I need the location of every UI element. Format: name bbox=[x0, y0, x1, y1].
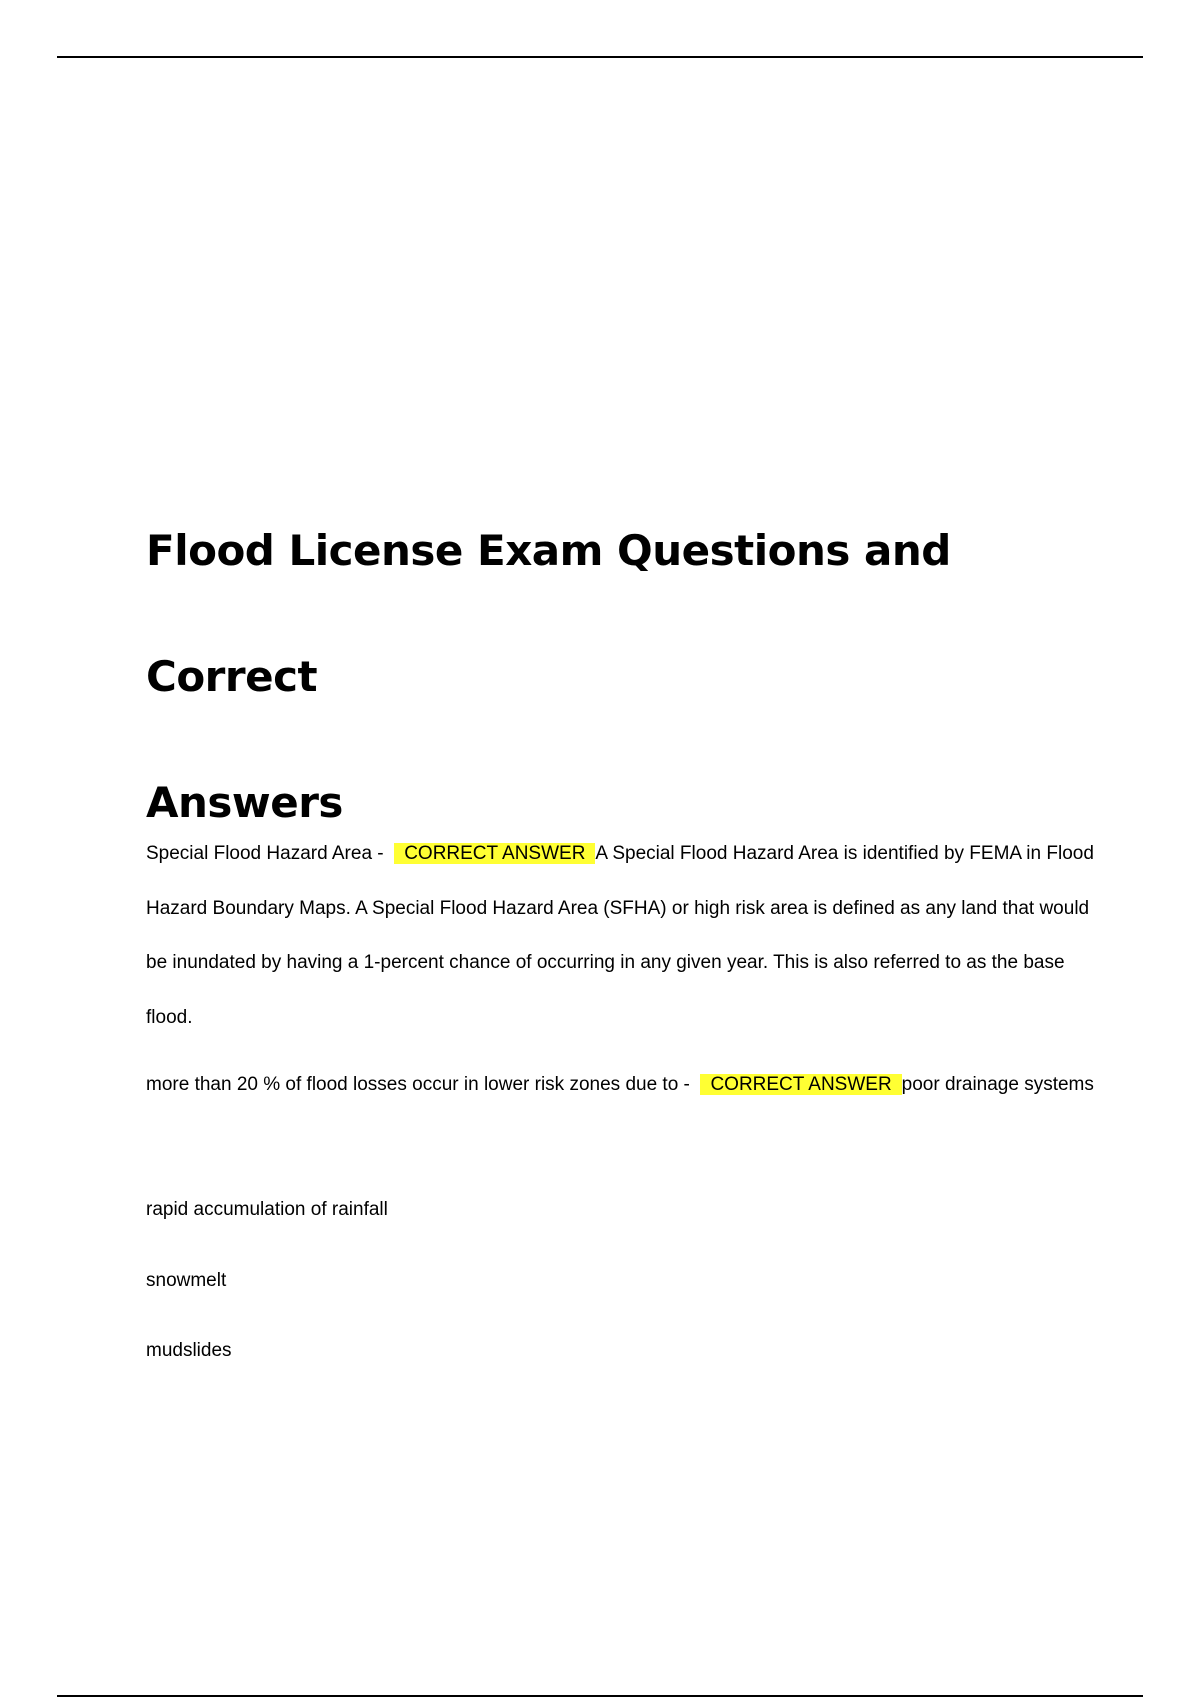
title-line-2: Answers bbox=[146, 778, 343, 827]
document-title bbox=[146, 488, 1106, 866]
bottom-rule bbox=[57, 1695, 1143, 1697]
question-text: Special Flood Hazard Area - bbox=[146, 843, 384, 864]
title-line-1: Flood License Exam Questions and Correct bbox=[146, 526, 951, 701]
answer-text: A Special Flood Hazard Area is identified by FEMA in Flood Hazard Boundary Maps. A Special Flood Hazard Area (SFHA) or high risk area is defined as any land that would be inundated by having a 1-percent chance of occurring in any given year. This is also referred to as the base flood. bbox=[146, 843, 1094, 1028]
answer-text: poor drainage systems bbox=[901, 1074, 1094, 1095]
list-item: snowmelt bbox=[146, 1270, 227, 1291]
list-item: mudslides bbox=[146, 1340, 232, 1361]
qa-item-2 bbox=[146, 1058, 1096, 1113]
top-rule bbox=[57, 56, 1143, 58]
correct-answer-highlight: CORRECT ANSWER bbox=[394, 843, 595, 864]
question-text: more than 20 % of flood losses occur in lower risk zones due to - bbox=[146, 1074, 690, 1095]
correct-answer-highlight: CORRECT ANSWER bbox=[700, 1074, 901, 1095]
qa-item-1 bbox=[146, 827, 1096, 1045]
list-item: rapid accumulation of rainfall bbox=[146, 1199, 388, 1220]
